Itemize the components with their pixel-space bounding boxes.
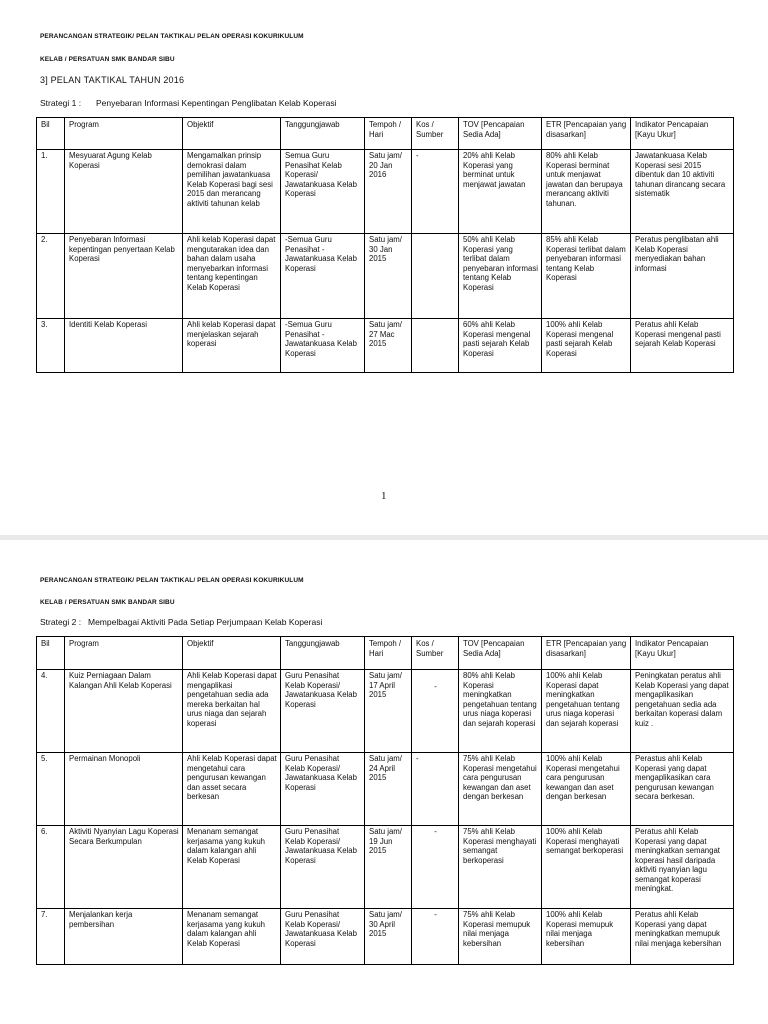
document-header-line1: PERANCANGAN STRATEGIK/ PELAN TAKTIKAL/ PELAN OPERASI KOKURIKULUM (40, 577, 304, 584)
cell-indikator: Peratus ahli Kelab Koperasi yang dapat meningkatkan semangat koperasi hasil daripada aktiviti nyanyian lagu semangat koperasi meningkat. (631, 826, 734, 909)
cell-tov: 80% ahli Kelab Koperasi meningkatkan pengetahuan tentang urus niaga koperasi dan sejarah koperasi (459, 670, 542, 753)
cell-etr: 85% ahli Kelab Koperasi terlibat dalam penyebaran informasi tentang Kelab Koperasi (542, 234, 631, 319)
strategy-text: Penyebaran Informasi Kepentingan Penglibatan Kelab Koperasi (96, 98, 337, 108)
cell-kos: - (412, 670, 459, 753)
cell-indikator: Peratus ahli Kelab Koperasi mengenal pasti sejarah Kelab Koperasi (631, 319, 734, 373)
col-bil: Bil (37, 637, 65, 670)
cell-etr: 80% ahli Kelab Koperasi berminat untuk menjawat jawatan dan berupaya merancang aktiviti tahunan. (542, 150, 631, 234)
cell-tov: 75% ahli Kelab Koperasi memupuk nilai menjaga kebersihan (459, 909, 542, 965)
cell-etr: 100% ahli Kelab Koperasi dapat meningkatkan pengetahuan tentang urus niaga koperasi dan sejarah koperasi (542, 670, 631, 753)
cell-indikator: Peningkatan peratus ahli Kelab Koperasi yang dapat mengaplikasikan pengetahuan sedia ada berkaitan koperasi dalam kuiz . (631, 670, 734, 753)
cell-objektif: Menanam semangat kerjasama yang kukuh dalam kalangan ahli Kelab Koperasi (183, 909, 281, 965)
plan-table-1 (36, 117, 734, 373)
cell-tanggungjawab: Semua Guru Penasihat Kelab Koperasi/ Jawatankuasa Kelab Koperasi (281, 150, 365, 234)
col-program: Program (65, 118, 183, 150)
plan-table-2 (36, 636, 734, 965)
plan-title: 3] PELAN TAKTIKAL TAHUN 2016 (40, 75, 185, 85)
table-row (37, 150, 734, 234)
table-header-row (37, 637, 734, 670)
table-row (37, 909, 734, 965)
cell-tanggungjawab: -Semua Guru Penasihat -Jawatankuasa Kelab Koperasi (281, 319, 365, 373)
cell-tempoh: Satu jam/ 24 April 2015 (365, 753, 412, 826)
cell-tanggungjawab: Guru Penasihat Kelab Koperasi/ Jawatankuasa Kelab Koperasi (281, 753, 365, 826)
document-page-2 (0, 540, 768, 1024)
cell-tanggungjawab: Guru Penasihat Kelab Koperasi/ Jawatankuasa Kelab Koperasi (281, 670, 365, 753)
col-tanggungjawab: Tanggungjawab (281, 637, 365, 670)
col-kos: Kos / Sumber (412, 118, 459, 150)
strategy-label: Strategi 2 : (40, 617, 82, 627)
cell-bil: 5. (37, 753, 65, 826)
col-tov: TOV [Pencapaian Sedia Ada] (459, 118, 542, 150)
col-objektif: Objektif (183, 118, 281, 150)
table-header-row (37, 118, 734, 150)
cell-bil: 4. (37, 670, 65, 753)
cell-tanggungjawab: -Semua Guru Penasihat -Jawatankuasa Kelab Koperasi (281, 234, 365, 319)
cell-bil: 6. (37, 826, 65, 909)
cell-etr: 100% ahli Kelab Koperasi menghayati semangat berkoperasi (542, 826, 631, 909)
table-row (37, 234, 734, 319)
cell-kos: - (412, 909, 459, 965)
col-program: Program (65, 637, 183, 670)
cell-tanggungjawab: Guru Penasihat Kelab Koperasi/ Jawatankuasa Kelab Koperasi (281, 826, 365, 909)
col-etr: ETR [Pencapaian yang disasarkan] (542, 118, 631, 150)
strategy-label: Strategi 1 : (40, 98, 82, 108)
cell-program: Mesyuarat Agung Kelab Koperasi (65, 150, 183, 234)
cell-tempoh: Satu jam/ 20 Jan 2016 (365, 150, 412, 234)
table-row (37, 753, 734, 826)
page-number: 1 (381, 490, 387, 502)
cell-kos: - (412, 150, 459, 234)
col-tanggungjawab: Tanggungjawab (281, 118, 365, 150)
cell-bil: 3. (37, 319, 65, 373)
cell-objektif: Menanam semangat kerjasama yang kukuh dalam kalangan ahli Kelab Koperasi (183, 826, 281, 909)
cell-tov: 75% ahli Kelab Koperasi menghayati semangat berkoperasi (459, 826, 542, 909)
cell-indikator: Peratus penglibatan ahli Kelab Koperasi menyediakan bahan informasi (631, 234, 734, 319)
col-etr: ETR [Pencapaian yang disasarkan] (542, 637, 631, 670)
cell-program: Aktiviti Nyanyian Lagu Koperasi Secara Berkumpulan (65, 826, 183, 909)
strategy-heading (40, 617, 322, 627)
cell-indikator: Jawatankuasa Kelab Koperasi sesi 2015 dibentuk dan 10 aktiviti tahunan dirancang secara sistematik (631, 150, 734, 234)
cell-program: Penyebaran Informasi kepentingan penyertaan Kelab Koperasi (65, 234, 183, 319)
cell-bil: 2. (37, 234, 65, 319)
cell-tempoh: Satu jam/ 17 April 2015 (365, 670, 412, 753)
col-indikator: Indikator Pencapaian [Kayu Ukur] (631, 637, 734, 670)
cell-tov: 75% ahli Kelab Koperasi mengetahui cara pengurusan kewangan dan aset dengan berkesan (459, 753, 542, 826)
table-row (37, 826, 734, 909)
cell-kos (412, 319, 459, 373)
cell-objektif: Mengamalkan prinsip demokrasi dalam pemilihan jawatankuasa Kelab Koperasi bagi sesi 2015 dan merancang aktiviti tahunan kelab (183, 150, 281, 234)
cell-tanggungjawab: Guru Penasihat Kelab Koperasi/ Jawatankuasa Kelab Koperasi (281, 909, 365, 965)
col-kos: Kos / Sumber (412, 637, 459, 670)
cell-program: Kuiz Perniagaan Dalam Kalangan Ahli Kelab Koperasi (65, 670, 183, 753)
cell-objektif: Ahli Kelab Koperasi dapat mengetahui cara pengurusan kewangan dan asset secara berkesan (183, 753, 281, 826)
cell-tempoh: Satu jam/ 27 Mac 2015 (365, 319, 412, 373)
cell-etr: 100% ahli Kelab Koperasi mengenal pasti sejarah Kelab Koperasi (542, 319, 631, 373)
cell-kos: - (412, 826, 459, 909)
table-row (37, 319, 734, 373)
cell-program: Permainan Monopoli (65, 753, 183, 826)
cell-objektif: Ahli kelab Koperasi dapat mengutarakan idea dan bahan dalam usaha menyebarkan informasi tentang kepentingan Kelab Koperasi (183, 234, 281, 319)
cell-bil: 7. (37, 909, 65, 965)
cell-kos (412, 234, 459, 319)
col-tov: TOV [Pencapaian Sedia Ada] (459, 637, 542, 670)
col-tempoh: Tempoh / Hari (365, 118, 412, 150)
col-indikator: Indikator Pencapaian [Kayu Ukur] (631, 118, 734, 150)
cell-bil: 1. (37, 150, 65, 234)
table-row (37, 670, 734, 753)
col-bil: Bil (37, 118, 65, 150)
document-header-line2: KELAB / PERSATUAN SMK BANDAR SIBU (40, 56, 175, 63)
cell-tempoh: Satu jam/ 19 Jun 2015 (365, 826, 412, 909)
strategy-heading (40, 98, 337, 108)
cell-tov: 50% ahli Kelab Koperasi yang terlibat dalam penyebaran informasi tentang Kelab Koperasi (459, 234, 542, 319)
cell-kos: - (412, 753, 459, 826)
document-header-line2: KELAB / PERSATUAN SMK BANDAR SIBU (40, 599, 175, 606)
cell-indikator: Perastus ahli Kelab Koperasi yang dapat mengaplikasikan cara pengurusan kewangan secara berkesan. (631, 753, 734, 826)
cell-etr: 100% ahli Kelab Koperasi memupuk nilai menjaga kebersihan (542, 909, 631, 965)
cell-etr: 100% ahli Kelab Koperasi mengetahui cara pengurusan kewangan dan aset dengan berkesan (542, 753, 631, 826)
cell-program: Identiti Kelab Koperasi (65, 319, 183, 373)
col-tempoh: Tempoh / Hari (365, 637, 412, 670)
cell-tov: 60% ahli Kelab Koperasi mengenal pasti sejarah Kelab Koperasi (459, 319, 542, 373)
cell-program: Menjalankan kerja pembersihan (65, 909, 183, 965)
document-header-line1: PERANCANGAN STRATEGIK/ PELAN TAKTIKAL/ PELAN OPERASI KOKURIKULUM (40, 33, 304, 40)
cell-tov: 20% ahli Kelab Koperasi yang berminat untuk menjawat jawatan (459, 150, 542, 234)
cell-indikator: Peratus ahli Kelab Koperasi yang dapat meningkatkan memupuk nilai menjaga kebersihan (631, 909, 734, 965)
cell-objektif: Ahli kelab Koperasi dapat menjelaskan sejarah koperasi (183, 319, 281, 373)
strategy-text: Mempelbagai Aktiviti Pada Setiap Perjumpaan Kelab Koperasi (88, 617, 323, 627)
cell-tempoh: Satu jam/ 30 Jan 2015 (365, 234, 412, 319)
cell-tempoh: Satu jam/ 30 April 2015 (365, 909, 412, 965)
cell-objektif: Ahli Kelab Koperasi dapat mengaplikasi pengetahuan sedia ada mereka berkaitan hal urus niaga dan sejarah koperasi (183, 670, 281, 753)
col-objektif: Objektif (183, 637, 281, 670)
